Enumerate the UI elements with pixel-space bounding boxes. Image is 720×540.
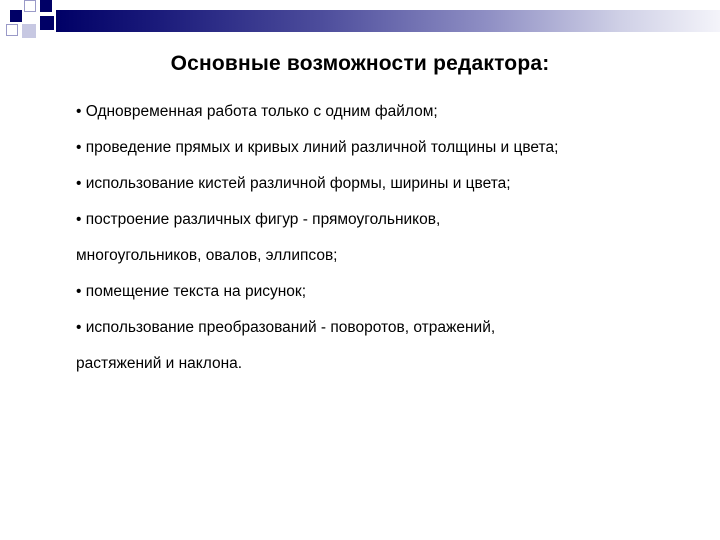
- slide-title: Основные возможности редактора:: [170, 52, 550, 75]
- bullet-line-6: • использование преобразований - поворотов, отражений,: [76, 319, 496, 336]
- header-gradient-bar: [56, 10, 720, 32]
- bullet-list: [76, 94, 686, 382]
- square-outline-1: [24, 0, 36, 12]
- bullet-line-5: • помещение текста на рисунок;: [76, 283, 307, 300]
- bullet-line-4-continuation: многоугольников, овалов, эллипсов;: [76, 247, 338, 264]
- square-dark-2: [40, 0, 52, 12]
- square-outline-2: [6, 24, 18, 36]
- bullet-line-1: • Одновременная работа только с одним файлом;: [76, 103, 438, 120]
- square-dark-1: [10, 10, 22, 22]
- square-light-1: [22, 24, 36, 38]
- bullet-line-4: • построение различных фигур - прямоугольников,: [76, 211, 441, 228]
- bullet-line-6-continuation: растяжений и наклона.: [76, 355, 243, 372]
- square-dark-3: [40, 16, 54, 30]
- bullet-line-2: • проведение прямых и кривых линий различной толщины и цвета;: [76, 139, 559, 156]
- bullet-line-3: • использование кистей различной формы, ширины и цвета;: [76, 175, 511, 192]
